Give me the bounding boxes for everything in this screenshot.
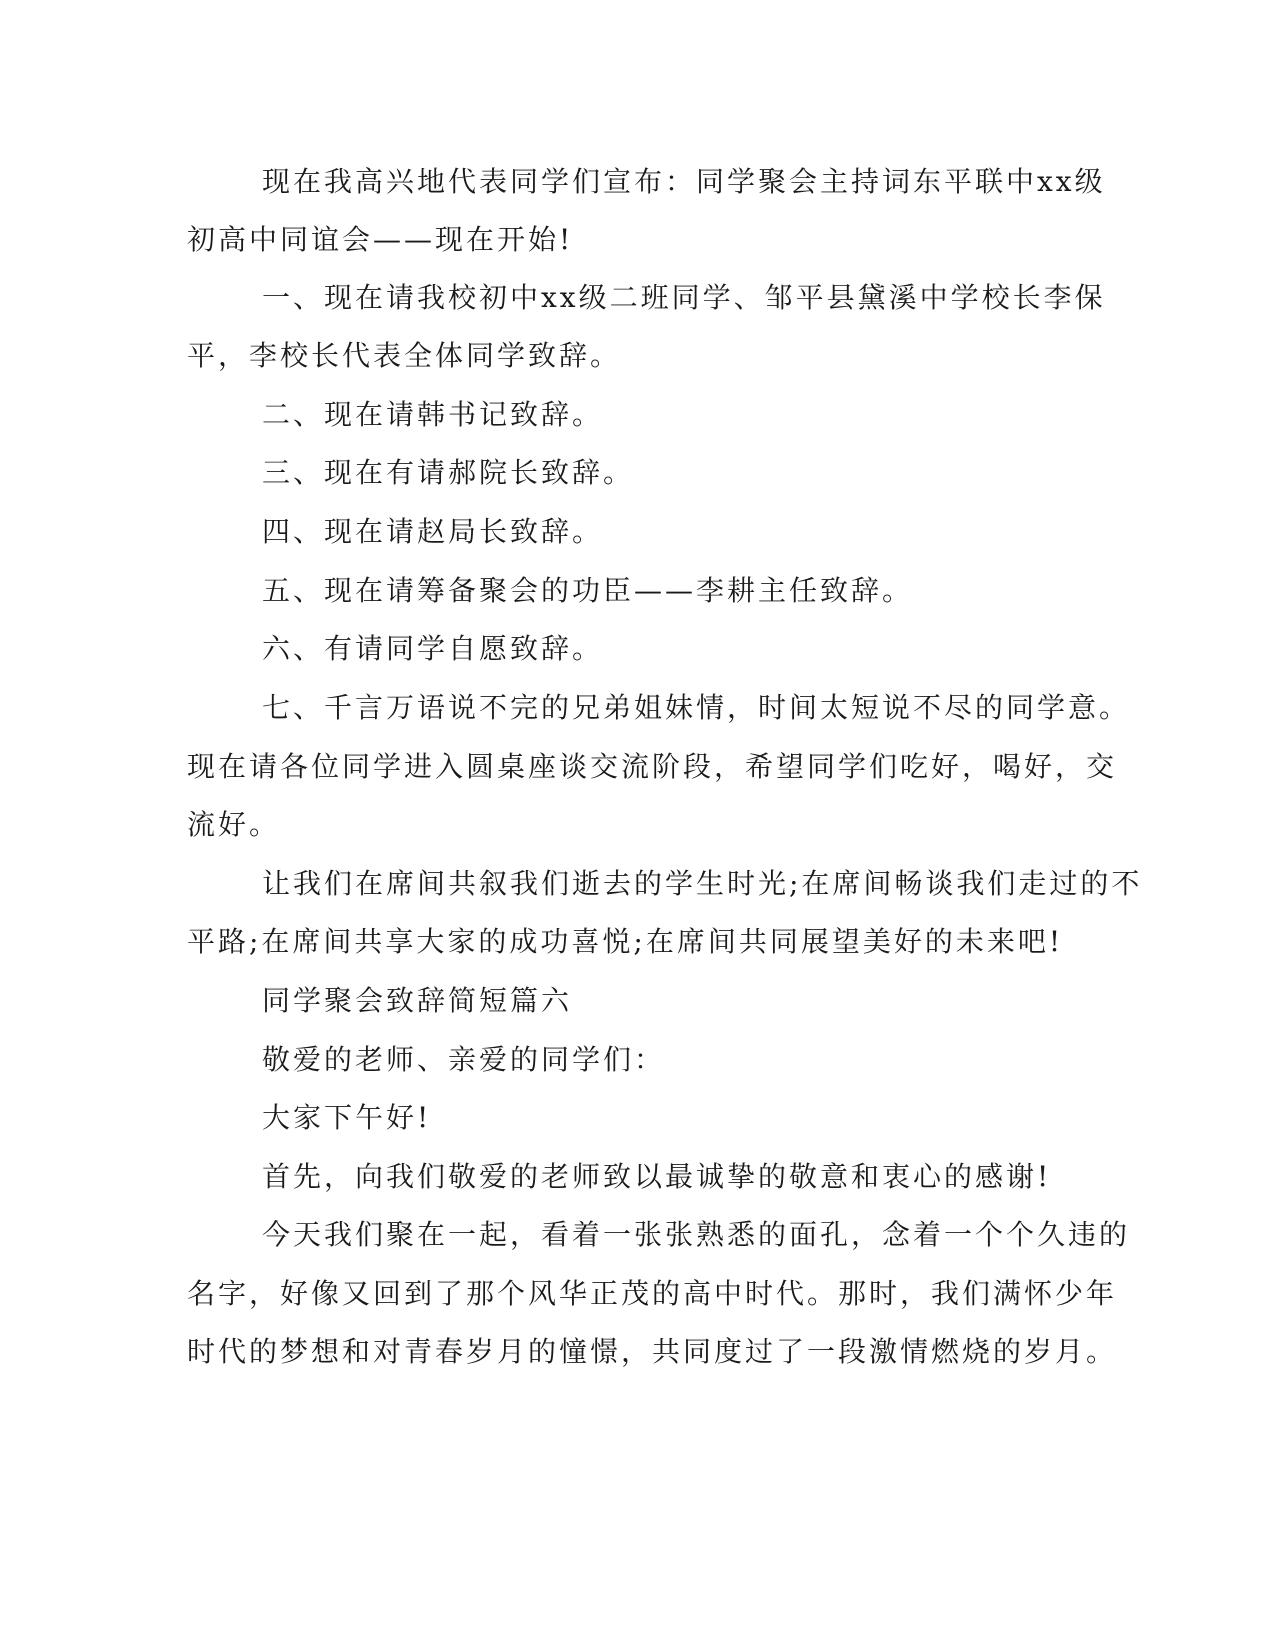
text-line: 首先，向我们敬爱的老师致以最诚挚的敬意和衷心的感谢! (262, 1160, 1052, 1193)
text-line: 四、现在请赵局长致辞。 (262, 515, 604, 548)
text-line: 一、现在请我校初中xx级二班同学、邹平县黛溪中学校长李保 (262, 281, 1106, 314)
text-line: 五、现在请筹备聚会的功臣——李耕主任致辞。 (262, 574, 914, 607)
text-line: 七、千言万语说不完的兄弟姐妹情，时间太短说不尽的同学意。 (262, 691, 1131, 724)
text-line: 现在请各位同学进入圆桌座谈交流阶段，希望同学们吃好，喝好，交 (187, 750, 1118, 783)
text-line: 名字，好像又回到了那个风华正茂的高中时代。那时，我们满怀少年 (187, 1277, 1118, 1310)
salutation: 敬爱的老师、亲爱的同学们： (262, 1043, 666, 1076)
text-line: 今天我们聚在一起，看着一张张熟悉的面孔，念着一个个久违的 (262, 1218, 1131, 1251)
section-heading: 同学聚会致辞简短篇六 (262, 984, 573, 1017)
text-line: 让我们在席间共叙我们逝去的学生时光;在席间畅谈我们走过的不 (262, 867, 1143, 900)
text-line: 平路;在席间共享大家的成功喜悦;在席间共同展望美好的未来吧! (187, 925, 1064, 958)
text-line: 时代的梦想和对青春岁月的憧憬，共同度过了一段激情燃烧的岁月。 (187, 1335, 1118, 1368)
text-line: 流好。 (187, 808, 281, 841)
text-line: 二、现在请韩书记致辞。 (262, 398, 604, 431)
text-line: 六、有请同学自愿致辞。 (262, 632, 604, 665)
text-line: 初高中同谊会——现在开始! (187, 223, 574, 256)
greeting: 大家下午好! (262, 1101, 432, 1134)
text-line: 现在我高兴地代表同学们宣布：同学聚会主持词东平联中xx级 (262, 165, 1106, 198)
text-line: 平，李校长代表全体同学致辞。 (187, 339, 622, 372)
text-line: 三、现在有请郝院长致辞。 (262, 456, 635, 489)
